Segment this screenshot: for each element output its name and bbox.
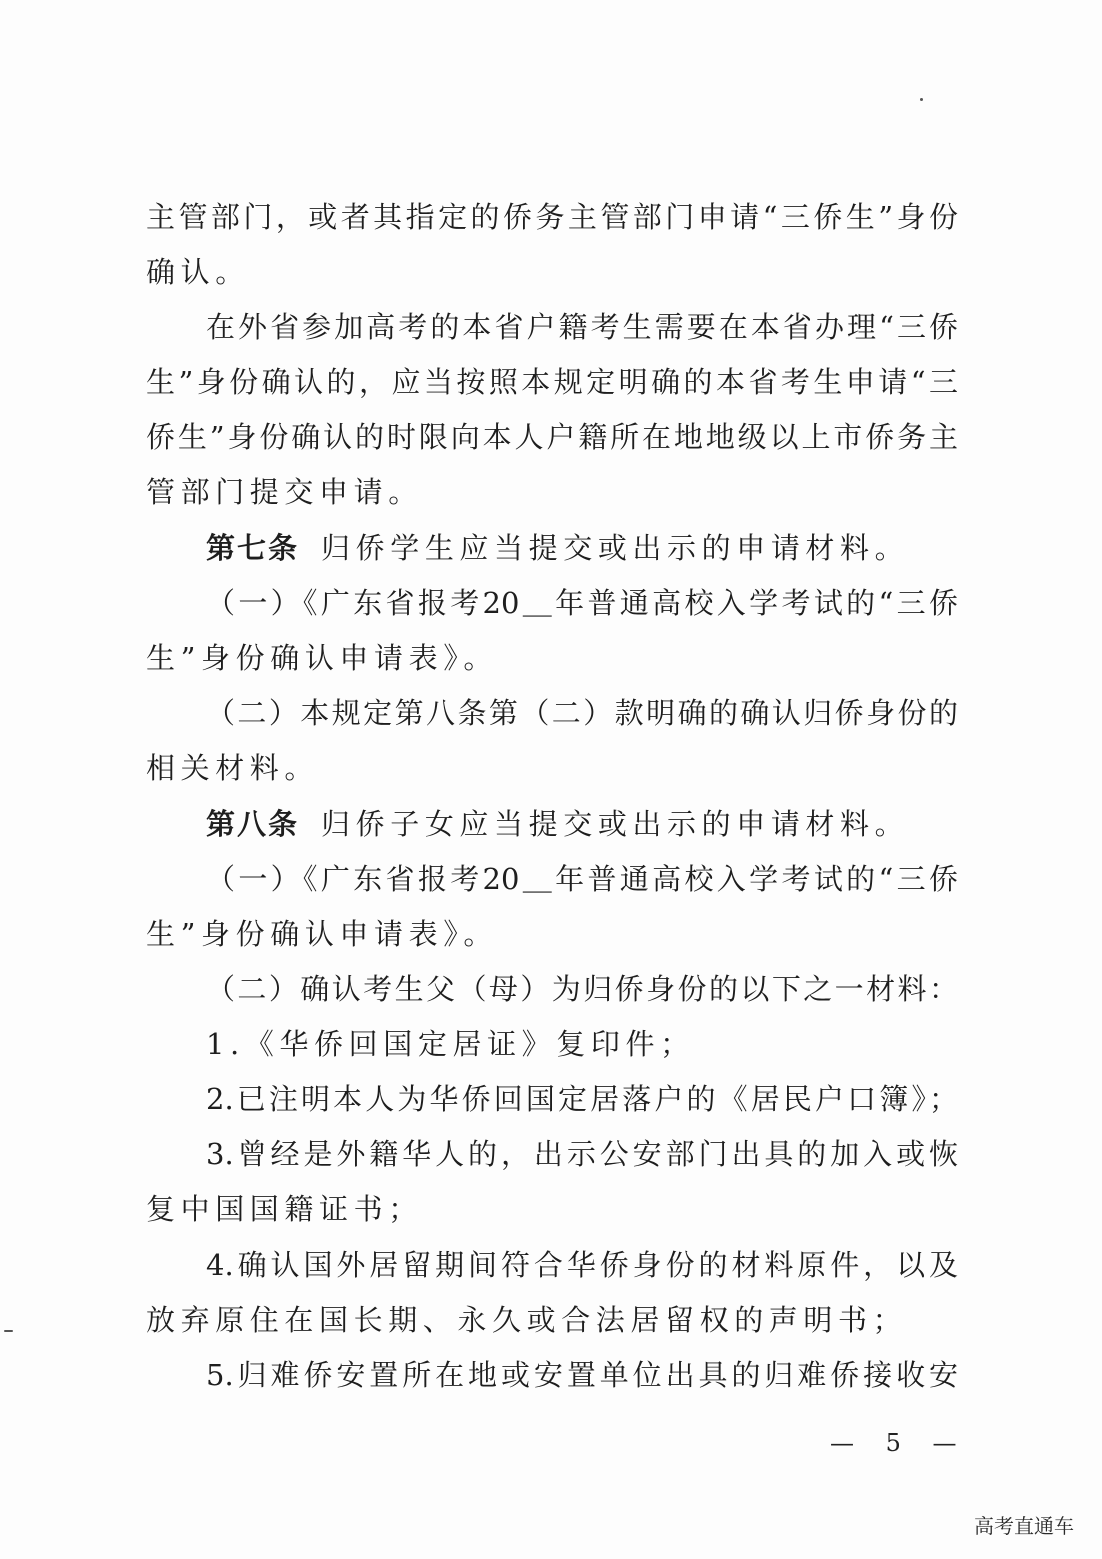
- paragraph-line: 主管部门，或者其指定的侨务主管部门申请“三侨生”身份: [146, 200, 958, 234]
- article-text: 归侨学生应当提交或出示的申请材料。: [321, 531, 910, 565]
- article-8: [206, 804, 958, 844]
- paragraph-line: （二）本规定第八条第（二）款明确的确认归侨身份的: [206, 696, 958, 730]
- scan-speck: [920, 98, 923, 101]
- paragraph-line: （二）确认考生父（母）为归侨身份的以下之一材料：: [206, 972, 958, 1006]
- paragraph-line: 管部门提交申请。: [146, 475, 423, 509]
- paragraph-line: 相关材料。: [146, 751, 320, 785]
- list-item: 1.《华侨回国定居证》复印件；: [206, 1027, 695, 1061]
- list-item: 4.确认国外居留期间符合华侨身份的材料原件，以及: [206, 1248, 958, 1282]
- article-7: [206, 528, 958, 568]
- article-heading: 第七条: [206, 531, 300, 565]
- list-item: 5.归难侨安置所在地或安置单位出具的归难侨接收安: [206, 1358, 958, 1392]
- article-text: 归侨子女应当提交或出示的申请材料。: [321, 807, 910, 841]
- watermark: 高考直通车: [974, 1514, 1074, 1538]
- paragraph-line: 生”身份确认申请表》。: [146, 917, 498, 951]
- paragraph-line: 生”身份确认申请表》。: [146, 641, 498, 675]
- list-item: 2.已注明本人为华侨回国定居落户的《居民户口簿》；: [206, 1082, 958, 1116]
- page-number: — 5 —: [830, 1429, 969, 1457]
- paragraph-line: 确认。: [146, 255, 250, 289]
- paragraph-line: （一）《广东省报考20＿年普通高校入学考试的“三侨: [206, 862, 958, 896]
- scan-speck: [4, 1330, 13, 1332]
- paragraph-line: 放弃原住在国长期、永久或合法居留权的声明书；: [146, 1303, 908, 1337]
- paragraph-line: 复中国国籍证书；: [146, 1192, 423, 1226]
- paragraph-line: 侨生”身份确认的时限向本人户籍所在地地级以上市侨务主: [146, 420, 958, 454]
- paragraph-line: （一）《广东省报考20＿年普通高校入学考试的“三侨: [206, 586, 958, 620]
- paragraph-line: 生”身份确认的，应当按照本规定明确的本省考生申请“三: [146, 365, 958, 399]
- paragraph-line: 在外省参加高考的本省户籍考生需要在本省办理“三侨: [206, 310, 958, 344]
- list-item: 3.曾经是外籍华人的，出示公安部门出具的加入或恢: [206, 1137, 958, 1171]
- article-heading: 第八条: [206, 807, 300, 841]
